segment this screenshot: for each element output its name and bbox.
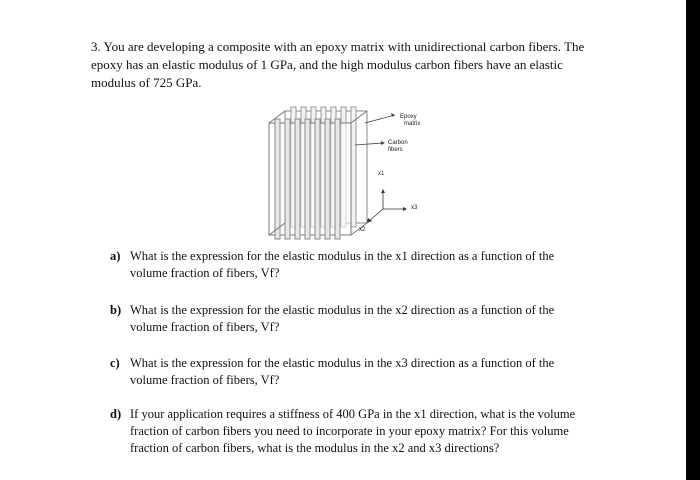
question-line: volume fraction of fibers, Vf?	[130, 320, 280, 334]
carbon-fiber	[325, 119, 330, 239]
question-line: What is the expression for the elastic modulus in the x1 direction as a function of the	[130, 249, 555, 263]
carbon-fiber	[315, 119, 320, 239]
intro-line: modulus of 725 GPa.	[91, 75, 202, 90]
question-letter: c)	[110, 356, 120, 370]
carbon-fiber	[275, 119, 280, 239]
question-line: volume fraction of fibers, Vf?	[130, 373, 280, 387]
carbon-fiber	[335, 119, 340, 239]
front-fiber-group	[275, 119, 340, 239]
x2-label: x2	[359, 227, 366, 233]
question-letter: d)	[110, 407, 122, 421]
problem-intro	[91, 38, 611, 92]
composite-block-drawing	[255, 103, 455, 243]
carbon-fiber	[285, 119, 290, 239]
question-a	[110, 248, 590, 282]
question-line: What is the expression for the elastic modulus in the x3 direction as a function of the	[130, 356, 555, 370]
question-letter: b)	[110, 303, 122, 317]
question-line: What is the expression for the elastic modulus in the x2 direction as a function of the	[130, 303, 555, 317]
x2-axis-arrow	[369, 209, 383, 221]
question-line: fraction of carbon fibers, what is the modulus in the x2 and x3 directions?	[130, 441, 500, 455]
question-c	[110, 355, 590, 389]
intro-line: epoxy has an elastic modulus of 1 GPa, and the high modulus carbon fibers have an elastic	[91, 57, 563, 72]
carbon-fiber-label: Carbon fibers	[388, 140, 408, 153]
question-line: volume fraction of fibers, Vf?	[130, 266, 280, 280]
x1-label: x1	[378, 171, 385, 177]
x3-label: x3	[411, 205, 418, 211]
epoxy-label: Epoxy matrix	[400, 114, 421, 127]
carbon-fiber	[295, 119, 300, 239]
carbon-fiber	[305, 119, 310, 239]
question-line: If your application requires a stiffness of 400 GPa in the x1 direction, what is the volume	[130, 407, 576, 421]
epoxy-leader-line	[365, 115, 395, 123]
intro-line: 3. You are developing a composite with an epoxy matrix with unidirectional carbon fibers. The	[91, 39, 585, 54]
question-line: fraction of carbon fibers you need to incorporate in your epoxy matrix? For this volume	[130, 424, 569, 438]
question-b	[110, 302, 590, 336]
question-letter: a)	[110, 249, 121, 263]
carbon-fiber	[351, 107, 356, 227]
composite-diagram	[255, 103, 455, 243]
question-d	[110, 406, 590, 457]
